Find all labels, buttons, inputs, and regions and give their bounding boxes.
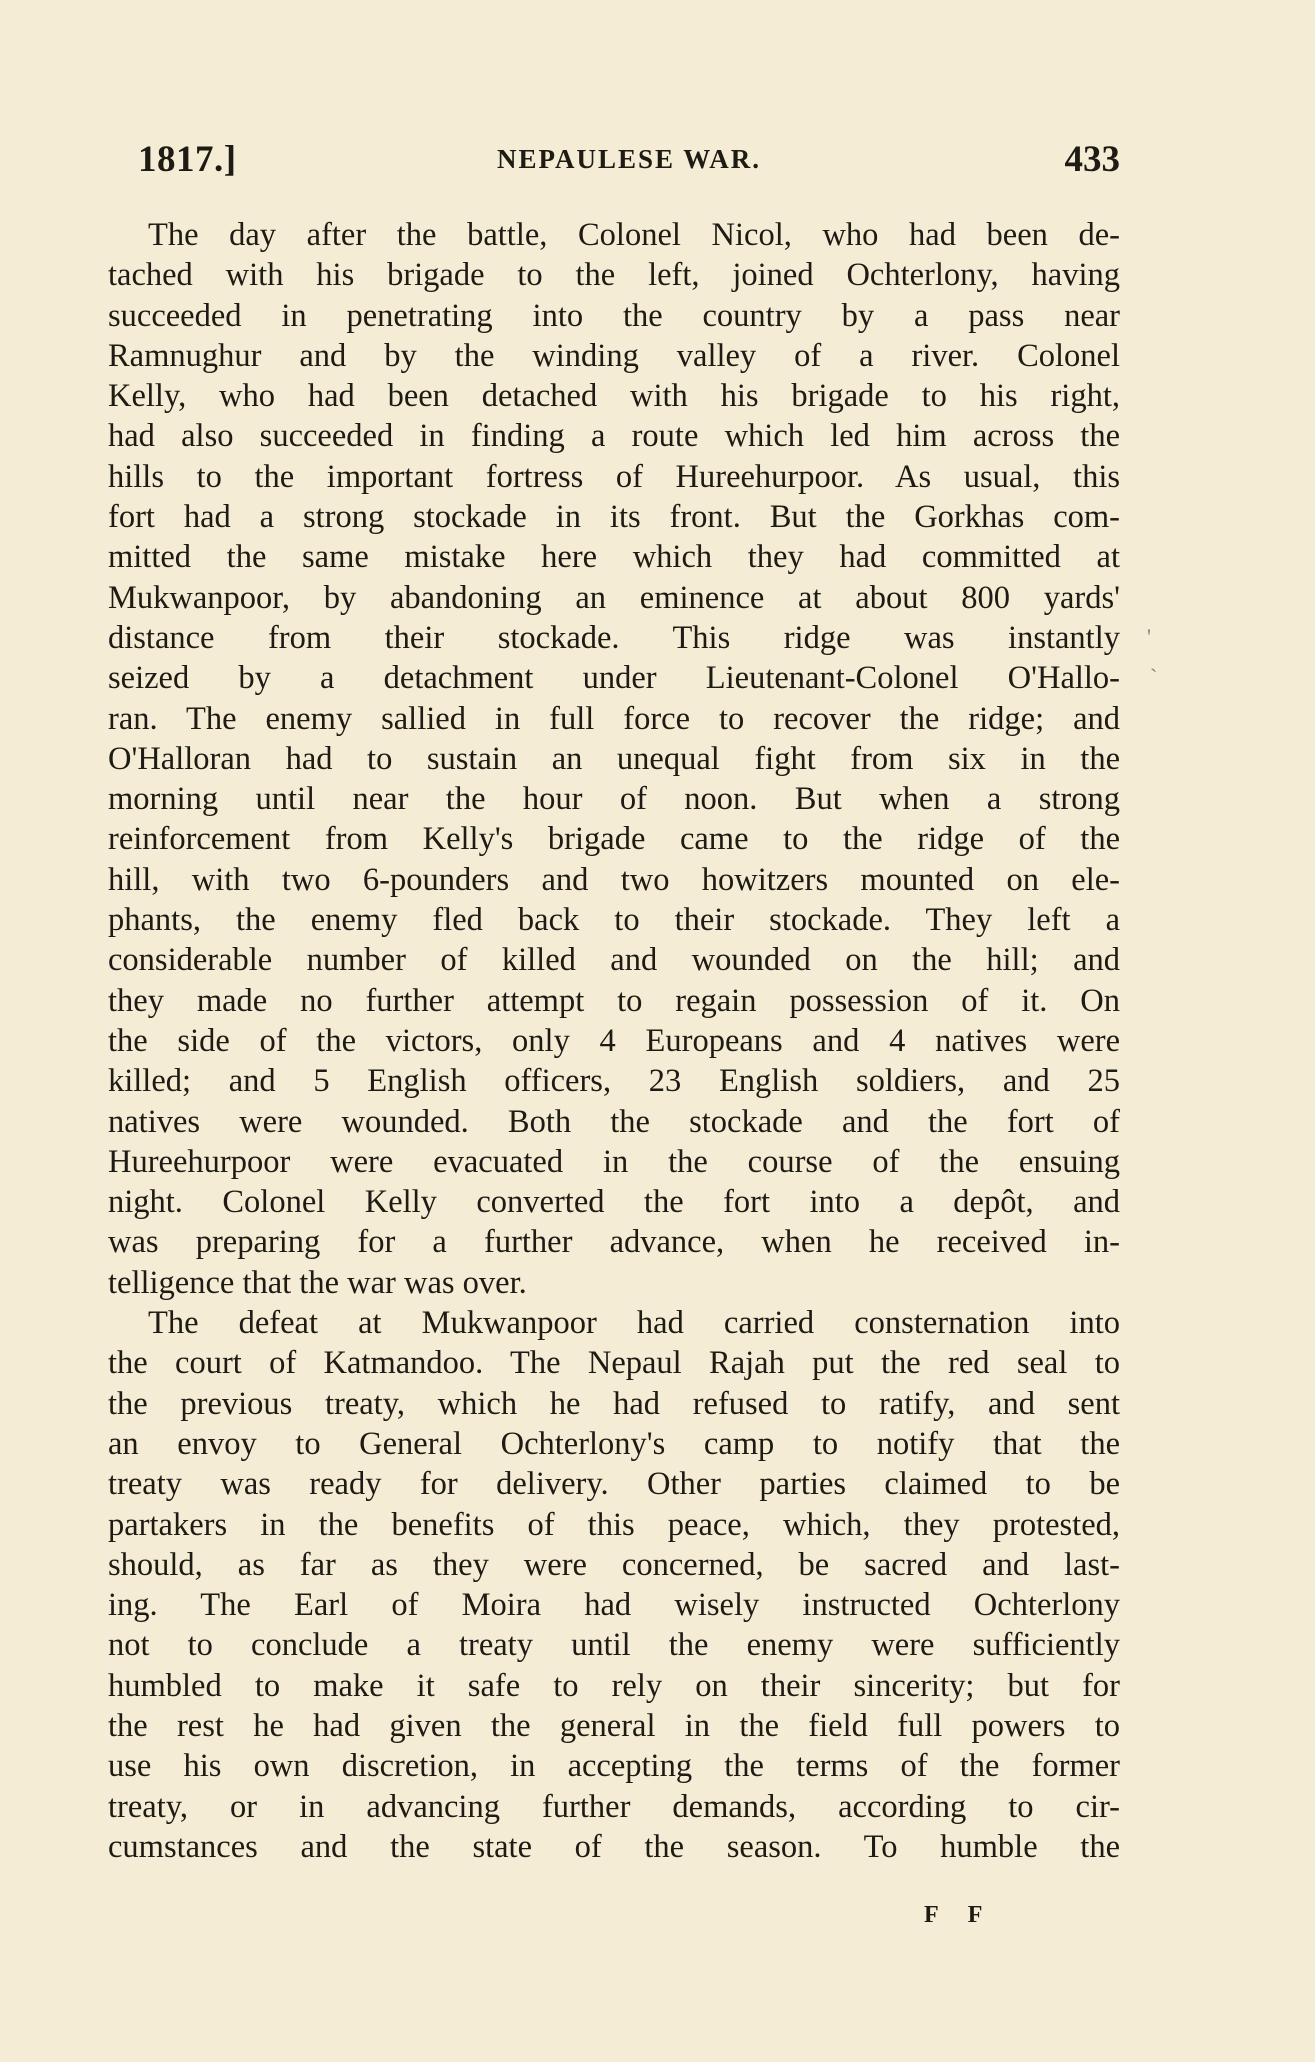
text-line: reinforcement from Kelly's brigade came to the ridge of the [108, 821, 1120, 858]
text-line: the side of the victors, only 4 Europeans and 4 natives were [108, 1022, 1120, 1059]
text-line: morning until near the hour of noon. But when a strong [108, 781, 1120, 818]
text-line: the previous treaty, which he had refused to ratify, and sent [108, 1385, 1120, 1422]
text-line: night. Colonel Kelly converted the fort into a depôt, and [108, 1184, 1120, 1221]
text-line: treaty was ready for delivery. Other parties claimed to be [108, 1466, 1120, 1503]
running-header [138, 138, 1120, 188]
text-line: ran. The enemy sallied in full force to recover the ridge; and [108, 700, 1120, 737]
text-line: distance from their stockade. This ridge was instantly [108, 619, 1120, 656]
text-line: tached with his brigade to the left, joined Ochterlony, having [108, 257, 1120, 294]
text-line: humbled to make it safe to rely on their sincerity; but for [108, 1667, 1120, 1704]
text-line: not to conclude a treaty until the enemy were sufficiently [108, 1627, 1120, 1664]
text-line: Ramnughur and by the winding valley of a river. Colonel [108, 337, 1120, 374]
text-line: phants, the enemy fled back to their stockade. They left a [108, 902, 1120, 939]
page-number: 433 [1064, 139, 1120, 180]
text-line: partakers in the benefits of this peace, which, they protested, [108, 1506, 1120, 1543]
header-title: NEPAULESE WAR. [496, 144, 762, 174]
text-line: O'Halloran had to sustain an unequal fight from six in the [108, 740, 1120, 777]
text-line: had also succeeded in finding a route which led him across the [108, 418, 1120, 455]
text-line: telligence that the war was over. [108, 1264, 527, 1301]
text-line: Mukwanpoor, by abandoning an eminence at about 800 yards' [108, 579, 1120, 616]
text-line: an envoy to General Ochterlony's camp to notify that the [108, 1425, 1120, 1462]
text-line: Hureehurpoor were evacuated in the course of the ensuing [108, 1143, 1120, 1180]
text-line: cumstances and the state of the season. To humble the [108, 1828, 1120, 1865]
body-text [108, 215, 1120, 1867]
text-line: the rest he had given the general in the field full powers to [108, 1707, 1120, 1744]
text-line: hill, with two 6-pounders and two howitzers mounted on ele- [108, 861, 1120, 898]
text-line: seized by a detachment under Lieutenant-Colonel O'Hallo- [108, 660, 1120, 697]
text-line: use his own discretion, in accepting the terms of the former [108, 1748, 1120, 1785]
text-line: they made no further attempt to regain possession of it. On [108, 982, 1120, 1019]
text-line: mitted the same mistake here which they had committed at [108, 539, 1120, 576]
text-line: fort had a strong stockade in its front. But the Gorkhas com- [108, 499, 1120, 536]
text-line: was preparing for a further advance, when he received in- [108, 1224, 1120, 1261]
margin-speck: ' [1147, 624, 1151, 649]
signature-mark: F F [924, 1902, 995, 1928]
text-line: The day after the battle, Colonel Nicol, who had been de- [148, 217, 1120, 253]
text-line: natives were wounded. Both the stockade and the fort of [108, 1103, 1120, 1140]
header-year: 1817.] [138, 139, 237, 180]
text-line: killed; and 5 English officers, 23 English soldiers, and 25 [108, 1063, 1120, 1100]
text-line: Kelly, who had been detached with his brigade to his right, [108, 378, 1120, 415]
text-line: treaty, or in advancing further demands, according to cir- [108, 1788, 1120, 1825]
text-line: considerable number of killed and wounded on the hill; and [108, 942, 1120, 979]
text-line: the court of Katmandoo. The Nepaul Rajah put the red seal to [108, 1345, 1120, 1382]
text-line: succeeded in penetrating into the country by a pass near [108, 297, 1120, 334]
text-line: hills to the important fortress of Hureehurpoor. As usual, this [108, 458, 1120, 495]
margin-speck: ` [1150, 664, 1158, 689]
text-line: should, as far as they were concerned, be sacred and last- [108, 1546, 1120, 1583]
text-line: ing. The Earl of Moira had wisely instructed Ochterlony [108, 1587, 1120, 1624]
text-line: The defeat at Mukwanpoor had carried consternation into [148, 1305, 1120, 1342]
